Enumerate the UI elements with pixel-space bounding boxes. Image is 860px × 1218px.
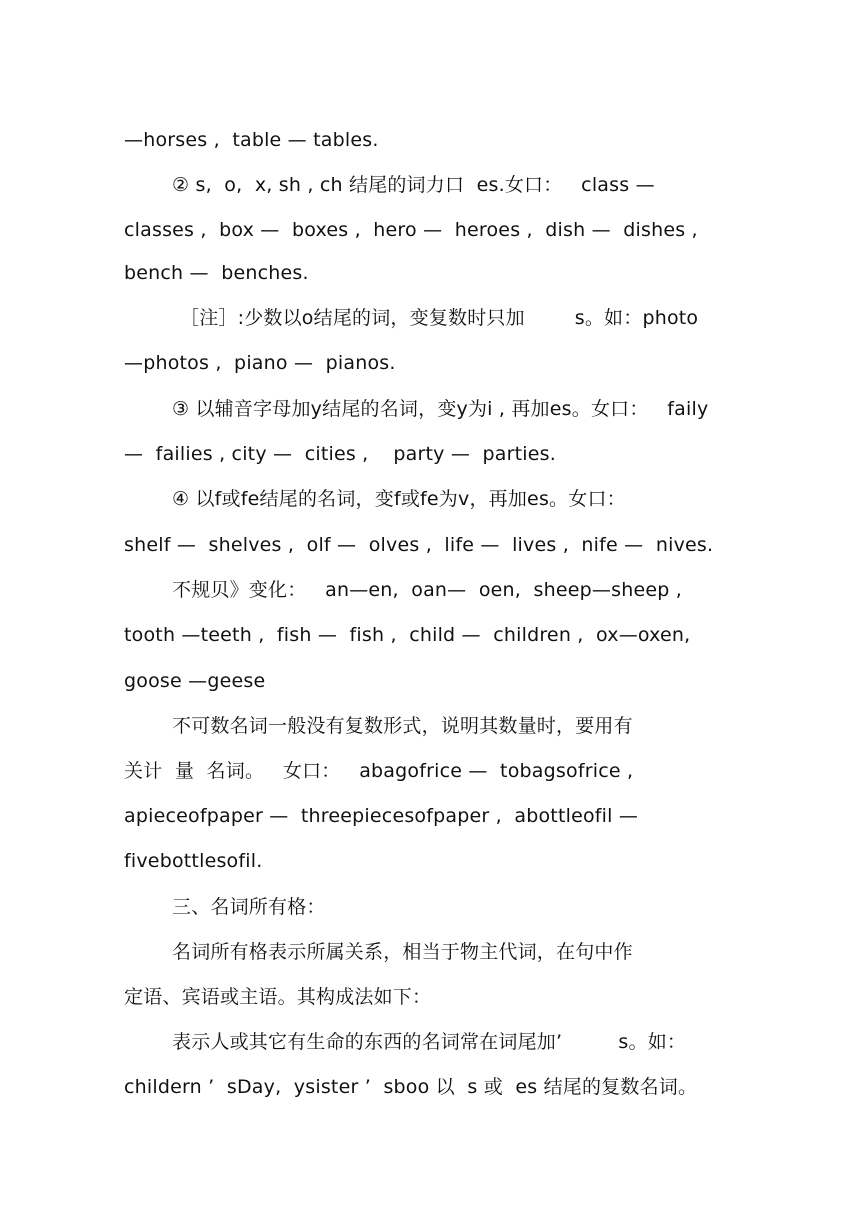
text-line: 不可数名词一般没有复数形式，说明其数量时，要用有 [172, 715, 633, 737]
text-line: apieceofpaper — threepiecesofpaper , abottleofil — [124, 805, 639, 827]
text-line: 关计 量 名词。 女口： abagofrice — tobagsofrice , [124, 760, 634, 782]
text-line: 不规贝》变化： an—en, oan— oen, sheep—sheep , [172, 579, 682, 601]
text-line: —photos , piano — pianos. [124, 352, 396, 374]
text-line: tooth —teeth , fish — fish , child — children , ox—oxen, [124, 624, 691, 646]
text-line: 表示人或其它有生命的东西的名词常在词尾加’ s。如： [172, 1031, 687, 1053]
text-line: fivebottlesofil. [124, 850, 263, 872]
text-line: 定语、宾语或主语。其构成法如下： [124, 986, 432, 1008]
section-heading: 三、名词所有格： [172, 896, 326, 918]
text-line: —horses , table — tables. [124, 129, 379, 151]
text-line: ④ 以f或fe结尾的名词，变f或fe为v，再加es。女口： [172, 488, 626, 510]
note-line: ［注］:少数以o结尾的词，变复数时只加 s。如：photo [180, 307, 699, 329]
text-line: childern ’ sDay, ysister ’ sboo 以 s 或 es 结尾的复数名词。 [124, 1076, 698, 1098]
text-line: shelf — shelves , olf — olves , life — lives , nife — nives. [124, 534, 714, 556]
text-line: 名词所有格表示所属关系，相当于物主代词，在句中作 [172, 941, 633, 963]
text-line: goose —geese [124, 670, 266, 692]
text-line: ② s, o, x, sh , ch 结尾的词力口 es.女口： class — [172, 174, 655, 196]
text-line: — failies , city — cities , party — parties. [124, 443, 556, 465]
text-line: classes , box — boxes , hero — heroes , dish — dishes , [124, 219, 698, 241]
text-line: bench — benches. [124, 262, 309, 284]
text-line: ③ 以辅音字母加y结尾的名词，变y为i , 再加es。女口： faily [172, 398, 709, 420]
